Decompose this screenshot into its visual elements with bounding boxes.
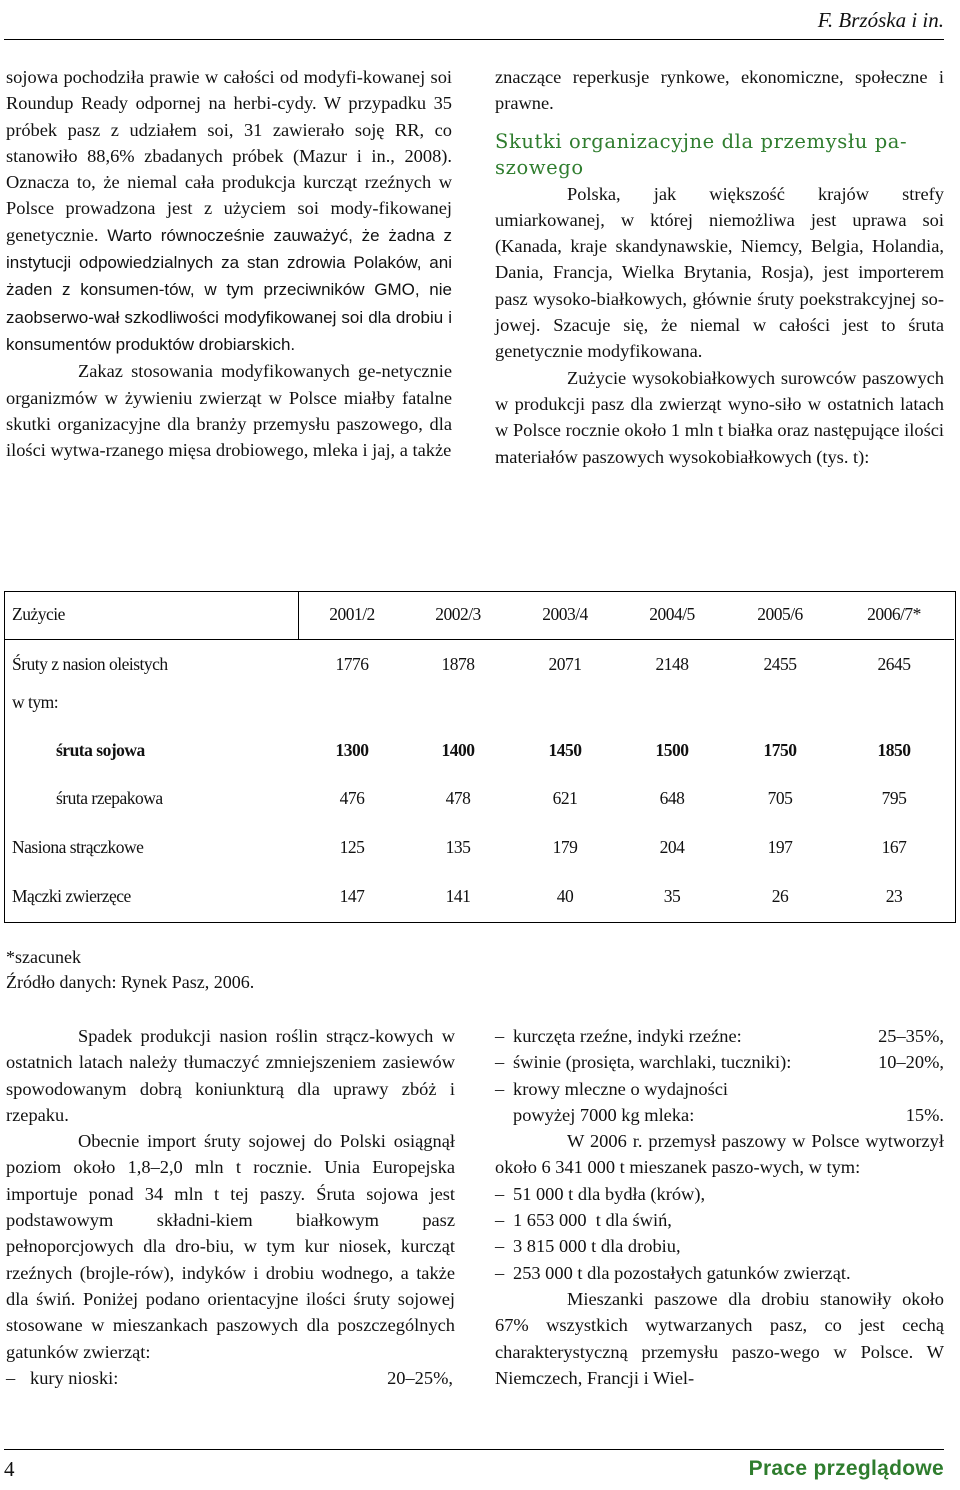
column-left-bottom	[6, 1023, 455, 1391]
list-item-value: 20–25%,	[387, 1367, 453, 1388]
list-item	[495, 1233, 944, 1259]
dash-bullet: –	[495, 1262, 505, 1283]
list-item-label: 1 653 000 t dla świń,	[513, 1210, 672, 1231]
paragraph	[6, 64, 452, 358]
table-header-year: 2002/3	[435, 604, 481, 624]
table-header-divider	[298, 591, 299, 639]
table-cell: 23	[885, 886, 903, 906]
list-item-continuation	[495, 1102, 944, 1128]
list-item-value: 15%.	[905, 1104, 944, 1125]
table-cell: 1878	[441, 654, 475, 674]
paragraph: Zakaz stosowania modyfikowanych ge-netycznie organizmów w żywieniu zwierząt w Polsce miałby fatalne skutki organizacyjne dla branży przemysłu paszowego, dla ilości wytwa-rzanego mięsa drobiowego, mleka i jaj, a także	[6, 361, 452, 461]
table-row-label: Śruty z nasion oleistych	[12, 654, 168, 674]
table-cell: 26	[771, 886, 789, 906]
table-cell: 795	[881, 788, 907, 808]
page-number: 4	[4, 1457, 15, 1481]
table-cell: 125	[339, 837, 365, 857]
list-item-label: 253 000 t dla pozostałych gatunków zwierząt.	[513, 1262, 851, 1283]
table-row-label: w tym:	[12, 692, 59, 712]
table-cell: 648	[659, 788, 685, 808]
paragraph: Spadek produkcji nasion roślin strącz-kowych w ostatnich latach należy tłumaczyć zmniejszeniem zasiewów spowodowanym dobrą koniunkturą dla uprawy zbóż i rzepaku.	[6, 1026, 455, 1125]
table-cell: 2645	[877, 654, 911, 674]
list-item	[495, 1023, 944, 1049]
table-cell: 135	[445, 837, 471, 857]
column-right-bottom	[495, 1023, 944, 1391]
table-header-year: 2001/2	[329, 604, 375, 624]
table-cell: 35	[663, 886, 681, 906]
table-cell: 1300	[335, 740, 369, 760]
table-header-year: 2003/4	[542, 604, 588, 624]
table-cell: 204	[659, 837, 685, 857]
table-header-year: 2005/6	[757, 604, 803, 624]
table-source: Źródło danych: Rynek Pasz, 2006.	[6, 972, 255, 992]
table-cell: 478	[445, 788, 471, 808]
column-left-top	[6, 64, 452, 463]
list-item-label: kurczęta rzeźne, indyki rzeźne:	[513, 1026, 742, 1046]
paragraph: Polska, jak większość krajów strefy umiarkowanej, w której niemożliwa jest uprawa soi (Kanada, kraje skandynawskie, Niemcy, Belgia, Holandia, Dania, Francja, Wielka Brytania, Rosja), jest importerem pasz wysoko-białkowych, głównie śruty poekstrakcyjnej so-jowej. Szacuje się, że niemal w całości jest to śruta genetycznie modyfikowana.	[495, 183, 944, 362]
list-item	[495, 1207, 944, 1233]
list-item-value: 10–20%,	[878, 1052, 944, 1073]
table-header-label: Zużycie	[12, 604, 65, 624]
dash-bullet: –	[495, 1183, 505, 1204]
list-item	[6, 1365, 455, 1391]
table-cell: 147	[339, 886, 365, 906]
dash-bullet: –	[495, 1078, 505, 1099]
dash-bullet: –	[495, 1052, 505, 1073]
section-heading: Skutki organizacyjne dla przemysłu pa-szowego	[495, 129, 908, 179]
paragraph: Zużycie wysokobiałkowych surowców paszowych w produkcji pasz dla zwierząt wyno-siło w ostatnich latach w Polsce rocznie około 1 mln t białka oraz następujące ilości materiałów paszowych wysokobiałkowych (tys. t):	[495, 367, 944, 467]
dash-bullet: –	[495, 1026, 505, 1046]
list-item	[495, 1076, 944, 1102]
list-item	[495, 1181, 944, 1207]
dash-bullet: –	[6, 1367, 16, 1388]
table-cell: 40	[556, 886, 574, 906]
table-cell: 179	[552, 837, 578, 857]
running-header-author: F. Brzóska i in.	[817, 8, 944, 32]
table-header-year: 2004/5	[649, 604, 695, 624]
table-cell: 1500	[655, 740, 689, 760]
table-cell: 1750	[763, 740, 797, 760]
table-cell: 197	[767, 837, 793, 857]
list-item	[495, 1049, 944, 1075]
table-cell: 1400	[441, 740, 475, 760]
dash-bullet: –	[495, 1236, 505, 1257]
footer-rule	[4, 1449, 944, 1450]
section-name: Prace przeglądowe	[748, 1457, 944, 1480]
table-cell: 1450	[548, 740, 582, 760]
list-item	[495, 1260, 944, 1286]
table-row-label: Nasiona strączkowe	[12, 837, 144, 857]
table-cell: 1776	[335, 654, 369, 674]
paragraph: W 2006 r. przemysł paszowy w Polsce wytworzył około 6 341 000 t mieszanek paszo-wych, w tym:	[495, 1131, 944, 1178]
paragraph: Obecnie import śruty sojowej do Polski osiągnął poziom około 1,8–2,0 mln t rocznie. Unia Europejska importuje ponad 34 mln t tej paszy. Śruta sojowa jest podstawowym składni-kiem białkowym pasz pełnoporcjowych dla dro-biu, w tym kur niosek, kurcząt rzeźnych (brojle-rów), indyków i drobiu wodnego, a także dla świń. Poniżej podano orientacyjne ilości śruty sojowej stosowane w mieszankach paszowych dla poszczególnych gatunków zwierząt:	[6, 1131, 455, 1362]
header-rule	[4, 39, 944, 40]
table-header-year: 2006/7*	[867, 604, 921, 624]
dash-bullet: –	[495, 1210, 505, 1231]
table-cell: 2455	[763, 654, 797, 674]
table-row-label: śruta sojowa	[56, 740, 145, 760]
list-item-label: 3 815 000 t dla drobiu,	[513, 1236, 681, 1257]
paragraph-text-sans: Warto równocześnie zauważyć, że żadna z instytucji odpowiedzialnych za stan zdrowia Polaków, ani żaden z konsumen-tów, w tym przeciwników GMO, nie zaobserwo-wał szkodliwości modyfikowanej soi dla drobiu i konsumentów produktów drobiarskich.	[6, 225, 452, 354]
table-cell: 621	[552, 788, 578, 808]
paragraph: znaczące reperkusje rynkowe, ekonomiczne, społeczne i prawne.	[495, 67, 944, 114]
table-cell: 1850	[877, 740, 911, 760]
list-item-label: krowy mleczne o wydajności	[513, 1078, 729, 1099]
column-right-top	[495, 64, 944, 470]
table-cell: 476	[339, 788, 365, 808]
list-item-label: powyżej 7000 kg mleka:	[513, 1104, 695, 1125]
list-item-label: świnie (prosięta, warchlaki, tuczniki):	[513, 1052, 792, 1073]
paragraph-text: sojowa pochodziła prawie w całości od modyfi-kowanej soi Roundup Ready odpornej na herbi-cydy. W przypadku 35 próbek pasz z udziałem soi, 31 zawierało soję RR, co stanowiło 88,6% zbadanych próbek (Mazur i in., 2008). Oznacza to, że niemal cała produkcja kurcząt rzeźnych w Polsce prowadzona jest z użyciem soi mody-fikowanej genetycznie.	[6, 67, 452, 245]
table-cell: 2148	[655, 654, 689, 674]
table-footnote: *szacunek	[6, 947, 81, 967]
table-cell: 705	[767, 788, 793, 808]
table-cell: 141	[445, 886, 471, 906]
table-cell: 2071	[548, 654, 582, 674]
list-item-label: kury nioski:	[30, 1367, 119, 1388]
list-item-value: 25–35%,	[878, 1026, 944, 1046]
paragraph: Mieszanki paszowe dla drobiu stanowiły około 67% wszystkich wytwarzanych pasz, co jest cechą charakterystyczną przemysłu paszo-wego w Polsce. W Niemczech, Francji i Wiel-	[495, 1288, 944, 1388]
table-row-label: Mączki zwierzęce	[12, 886, 131, 906]
table-header-rule	[4, 639, 954, 640]
table-row-label: śruta rzepakowa	[56, 788, 163, 808]
list-item-label: 51 000 t dla bydła (krów),	[513, 1183, 706, 1204]
table-cell: 167	[881, 837, 907, 857]
